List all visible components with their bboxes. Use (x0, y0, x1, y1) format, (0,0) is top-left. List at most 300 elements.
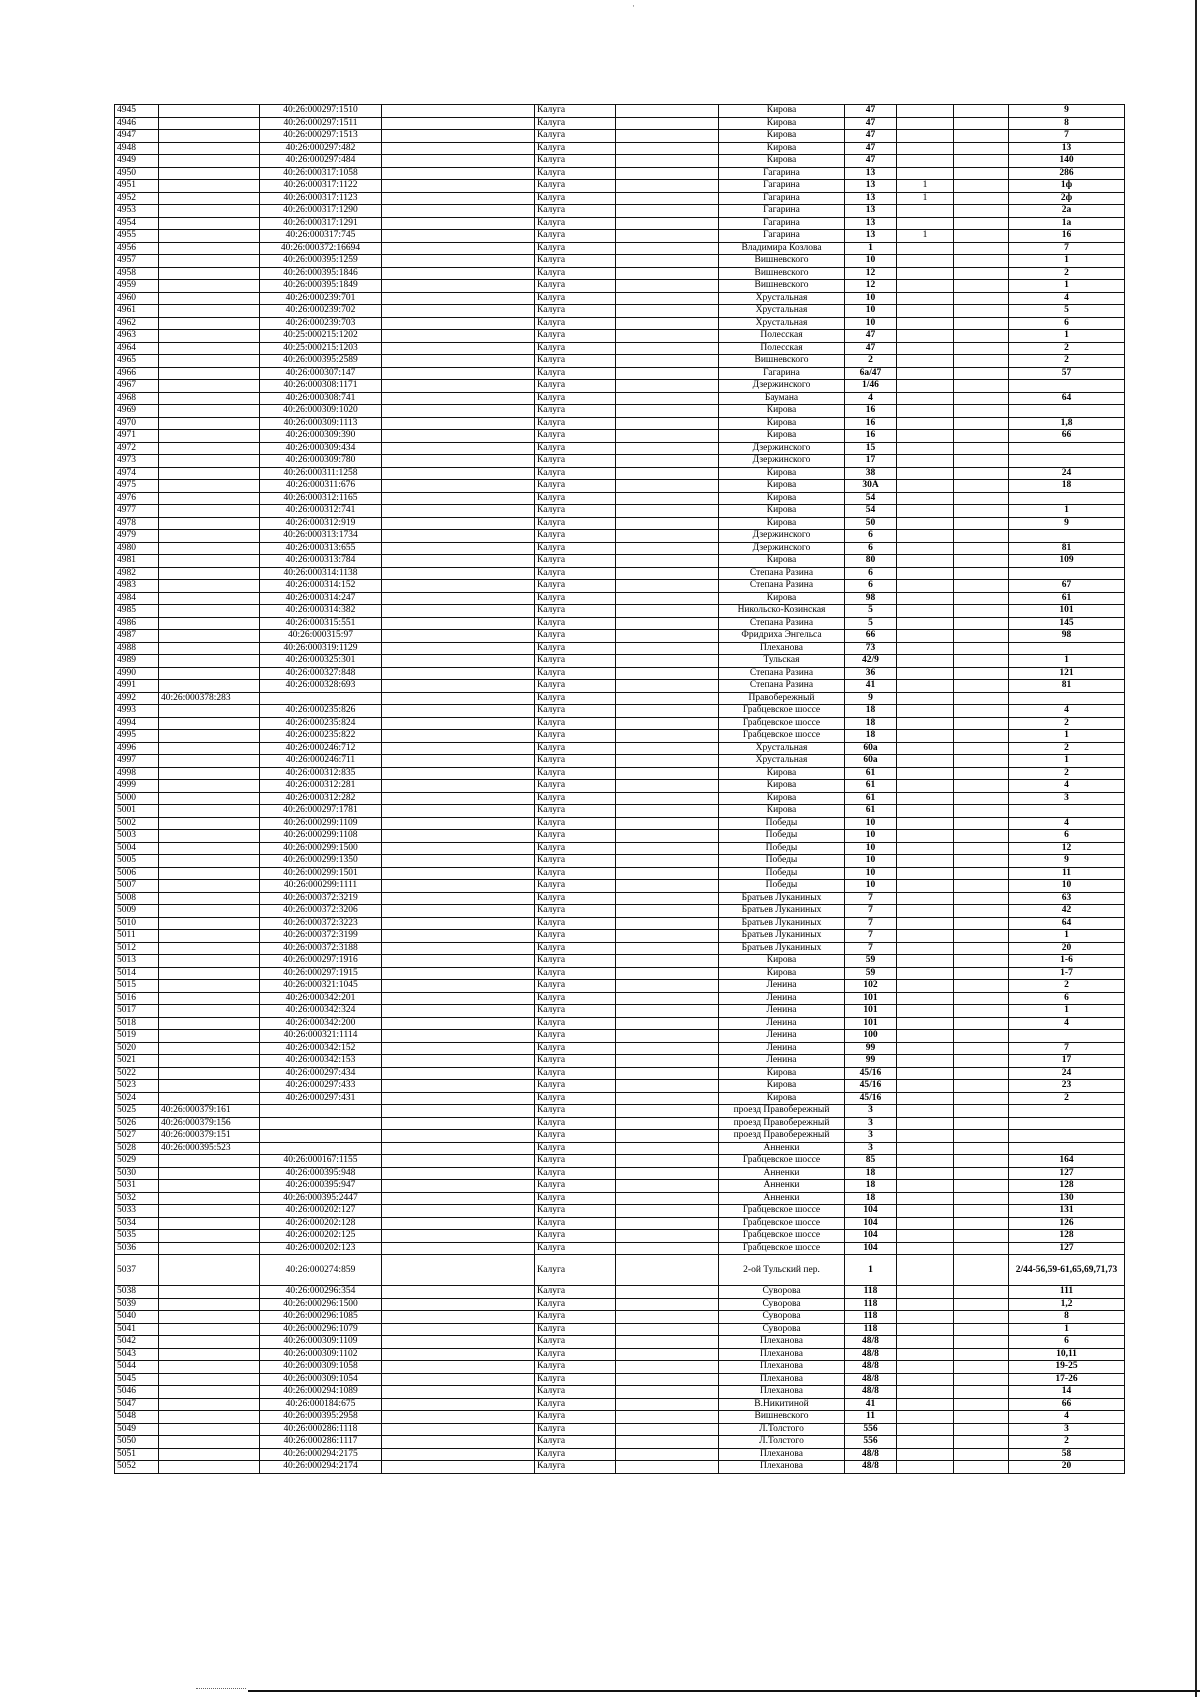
house-number-cell: 47 (845, 130, 897, 143)
cadastral-number-land (159, 1180, 260, 1193)
city-cell: Калуга (535, 1448, 616, 1461)
blank-cell (382, 680, 535, 693)
city-cell: Калуга (535, 430, 616, 443)
table-row (115, 1180, 1125, 1193)
cadastral-number-land (159, 430, 260, 443)
cadastral-number-land (159, 930, 260, 943)
blank-cell (954, 1448, 1009, 1461)
apartment-cell: 1 (1009, 505, 1125, 518)
street-cell: Вишневского (719, 355, 845, 368)
house-number-cell: 99 (845, 1042, 897, 1055)
building-cell (897, 1298, 954, 1311)
row-number: 4989 (115, 655, 159, 668)
house-number-cell: 47 (845, 155, 897, 168)
apartment-cell: 2ф (1009, 192, 1125, 205)
table-row (115, 230, 1125, 243)
cadastral-number-land (159, 255, 260, 268)
cadastral-number: 40:26:000311:1258 (260, 467, 382, 480)
building-cell (897, 1055, 954, 1068)
blank-cell (382, 1298, 535, 1311)
house-number-cell: 85 (845, 1155, 897, 1168)
blank-cell (954, 492, 1009, 505)
row-number: 5001 (115, 805, 159, 818)
blank-cell (954, 1030, 1009, 1043)
city-cell: Калуга (535, 1242, 616, 1255)
table-row (115, 1155, 1125, 1168)
row-number: 5034 (115, 1217, 159, 1230)
row-number: 4987 (115, 630, 159, 643)
blank-cell (382, 1323, 535, 1336)
table-row (115, 1311, 1125, 1324)
blank-cell (954, 642, 1009, 655)
blank-cell (616, 892, 719, 905)
cadastral-number: 40:26:000299:1501 (260, 867, 382, 880)
building-cell (897, 242, 954, 255)
street-cell: Кирова (719, 805, 845, 818)
blank-cell (954, 405, 1009, 418)
table-row (115, 492, 1125, 505)
street-cell: Кирова (719, 155, 845, 168)
blank-cell (382, 555, 535, 568)
cadastral-number: 40:26:000321:1114 (260, 1030, 382, 1043)
blank-cell (382, 1205, 535, 1218)
table-row (115, 1436, 1125, 1449)
apartment-cell: 1 (1009, 1323, 1125, 1336)
blank-cell (954, 692, 1009, 705)
city-cell: Калуга (535, 1386, 616, 1399)
row-number: 5042 (115, 1336, 159, 1349)
city-cell: Калуга (535, 1436, 616, 1449)
cadastral-number-land (159, 1298, 260, 1311)
house-number-cell: 48/8 (845, 1361, 897, 1374)
apartment-cell: 1 (1009, 930, 1125, 943)
apartment-cell (1009, 1130, 1125, 1143)
street-cell: проезд Правобережный (719, 1130, 845, 1143)
building-cell (897, 380, 954, 393)
cadastral-number-land (159, 742, 260, 755)
house-number-cell: 17 (845, 455, 897, 468)
table-row (115, 142, 1125, 155)
table-row (115, 467, 1125, 480)
building-cell (897, 1130, 954, 1143)
blank-cell (382, 592, 535, 605)
street-cell: Анненки (719, 1192, 845, 1205)
cadastral-number: 40:26:000297:1513 (260, 130, 382, 143)
cadastral-number-land (159, 880, 260, 893)
city-cell: Калуга (535, 1398, 616, 1411)
blank-cell (616, 567, 719, 580)
row-number: 5039 (115, 1298, 159, 1311)
cadastral-number-land (159, 455, 260, 468)
street-cell: Хрустальная (719, 755, 845, 768)
row-number: 5011 (115, 930, 159, 943)
blank-cell (382, 942, 535, 955)
scan-dotted-rule (196, 1688, 246, 1689)
blank-cell (954, 817, 1009, 830)
blank-cell (382, 880, 535, 893)
blank-cell (382, 1105, 535, 1118)
cadastral-number-land (159, 180, 260, 193)
city-cell: Калуга (535, 842, 616, 855)
city-cell: Калуга (535, 1180, 616, 1193)
cadastral-number-land (159, 105, 260, 118)
cadastral-number-land (159, 655, 260, 668)
house-number-cell: 9 (845, 692, 897, 705)
row-number: 4996 (115, 742, 159, 755)
city-cell: Калуга (535, 792, 616, 805)
apartment-cell: 66 (1009, 430, 1125, 443)
blank-cell (616, 367, 719, 380)
building-cell (897, 1361, 954, 1374)
apartment-cell: 9 (1009, 517, 1125, 530)
blank-cell (616, 1080, 719, 1093)
house-number-cell: 100 (845, 1030, 897, 1043)
row-number: 4976 (115, 492, 159, 505)
building-cell (897, 830, 954, 843)
apartment-cell: 18 (1009, 480, 1125, 493)
cadastral-number: 40:26:000313:1734 (260, 530, 382, 543)
city-cell: Калуга (535, 442, 616, 455)
city-cell: Калуга (535, 1030, 616, 1043)
blank-cell (954, 1217, 1009, 1230)
house-number-cell: 5 (845, 605, 897, 618)
house-number-cell: 48/8 (845, 1373, 897, 1386)
house-number-cell: 38 (845, 467, 897, 480)
blank-cell (382, 480, 535, 493)
building-cell (897, 1230, 954, 1243)
house-number-cell: 101 (845, 992, 897, 1005)
building-cell (897, 605, 954, 618)
cadastral-number-land (159, 642, 260, 655)
blank-cell (954, 280, 1009, 293)
city-cell: Калуга (535, 330, 616, 343)
blank-cell (954, 1155, 1009, 1168)
street-cell: Гагарина (719, 367, 845, 380)
blank-cell (616, 117, 719, 130)
cadastral-number-land (159, 1323, 260, 1336)
table-row (115, 367, 1125, 380)
blank-cell (954, 317, 1009, 330)
table-row (115, 280, 1125, 293)
apartment-cell: 2 (1009, 742, 1125, 755)
blank-cell (954, 1055, 1009, 1068)
street-cell: Плеханова (719, 1448, 845, 1461)
house-number-cell: 7 (845, 930, 897, 943)
city-cell: Калуга (535, 680, 616, 693)
blank-cell (954, 480, 1009, 493)
blank-cell (616, 105, 719, 118)
blank-cell (954, 830, 1009, 843)
street-cell: Суворова (719, 1286, 845, 1299)
cadastral-number: 40:26:000342:200 (260, 1017, 382, 1030)
house-number-cell: 47 (845, 330, 897, 343)
blank-cell (382, 817, 535, 830)
city-cell: Калуга (535, 242, 616, 255)
blank-cell (382, 605, 535, 618)
scan-bottom-rule (248, 1690, 1200, 1692)
blank-cell (382, 142, 535, 155)
blank-cell (382, 792, 535, 805)
cadastral-number-land (159, 955, 260, 968)
cadastral-number-land (159, 1067, 260, 1080)
apartment-cell: 16 (1009, 230, 1125, 243)
street-cell: Ленина (719, 1042, 845, 1055)
street-cell: Кирова (719, 955, 845, 968)
house-number-cell: 18 (845, 1180, 897, 1193)
blank-cell (382, 805, 535, 818)
cadastral-number-land (159, 767, 260, 780)
cadastral-number-land (159, 1230, 260, 1243)
blank-cell (382, 1080, 535, 1093)
building-cell (897, 117, 954, 130)
house-number-cell: 61 (845, 805, 897, 818)
cadastral-number-land (159, 792, 260, 805)
building-cell (897, 317, 954, 330)
house-number-cell: 73 (845, 642, 897, 655)
row-number: 5037 (115, 1255, 159, 1286)
blank-cell (954, 155, 1009, 168)
table-row (115, 1230, 1125, 1243)
row-number: 5044 (115, 1361, 159, 1374)
blank-cell (616, 292, 719, 305)
cadastral-number: 40:26:000246:711 (260, 755, 382, 768)
city-cell: Калуга (535, 380, 616, 393)
street-cell: Плеханова (719, 1336, 845, 1349)
cadastral-number-land (159, 680, 260, 693)
cadastral-number: 40:26:000317:1058 (260, 167, 382, 180)
blank-cell (382, 1386, 535, 1399)
row-number: 5028 (115, 1142, 159, 1155)
city-cell: Калуга (535, 755, 616, 768)
blank-cell (382, 955, 535, 968)
blank-cell (382, 342, 535, 355)
cadastral-number-land (159, 192, 260, 205)
street-cell: Вишневского (719, 255, 845, 268)
cadastral-number: 40:26:000299:1350 (260, 855, 382, 868)
street-cell: Гагарина (719, 217, 845, 230)
cadastral-number-land (159, 1005, 260, 1018)
cadastral-number: 40:26:000296:1085 (260, 1311, 382, 1324)
blank-cell (382, 1311, 535, 1324)
cadastral-number: 40:26:000297:1781 (260, 805, 382, 818)
blank-cell (954, 605, 1009, 618)
blank-cell (382, 542, 535, 555)
building-cell (897, 455, 954, 468)
blank-cell (616, 1217, 719, 1230)
blank-cell (382, 430, 535, 443)
city-cell: Калуга (535, 1117, 616, 1130)
building-cell (897, 992, 954, 1005)
blank-cell (954, 530, 1009, 543)
street-cell: Степана Разина (719, 667, 845, 680)
cadastral-number-land (159, 542, 260, 555)
cadastral-number: 40:26:000296:1500 (260, 1298, 382, 1311)
building-cell (897, 1205, 954, 1218)
blank-cell (616, 492, 719, 505)
blank-cell (616, 1167, 719, 1180)
building-cell (897, 1030, 954, 1043)
apartment-cell: 6 (1009, 830, 1125, 843)
street-cell: Плеханова (719, 642, 845, 655)
house-number-cell: 118 (845, 1323, 897, 1336)
cadastral-number: 40:26:000312:282 (260, 792, 382, 805)
table-row (115, 1142, 1125, 1155)
house-number-cell: 1 (845, 242, 897, 255)
table-row (115, 1361, 1125, 1374)
table-row (115, 980, 1125, 993)
cadastral-number: 40:26:000308:741 (260, 392, 382, 405)
city-cell: Калуга (535, 305, 616, 318)
blank-cell (616, 1255, 719, 1286)
street-cell: Ленина (719, 1005, 845, 1018)
blank-cell (954, 1167, 1009, 1180)
table-row (115, 130, 1125, 143)
cadastral-number-land (159, 505, 260, 518)
row-number: 5047 (115, 1398, 159, 1411)
blank-cell (616, 642, 719, 655)
house-number-cell: 48/8 (845, 1386, 897, 1399)
city-cell: Калуга (535, 517, 616, 530)
row-number: 4977 (115, 505, 159, 518)
blank-cell (382, 842, 535, 855)
blank-cell (954, 117, 1009, 130)
blank-cell (954, 1042, 1009, 1055)
house-number-cell: 6 (845, 542, 897, 555)
blank-cell (954, 1205, 1009, 1218)
cadastral-number: 40:26:000395:1849 (260, 280, 382, 293)
cadastral-number-land: 40:26:000379:151 (159, 1130, 260, 1143)
blank-cell (616, 905, 719, 918)
blank-cell (616, 1411, 719, 1424)
house-number-cell: 1/46 (845, 380, 897, 393)
street-cell: В.Никитиной (719, 1398, 845, 1411)
table-row (115, 730, 1125, 743)
house-number-cell: 13 (845, 205, 897, 218)
row-number: 4958 (115, 267, 159, 280)
city-cell: Калуга (535, 605, 616, 618)
cadastral-number: 40:26:000372:3206 (260, 905, 382, 918)
city-cell: Калуга (535, 1217, 616, 1230)
building-cell (897, 1105, 954, 1118)
table-row (115, 992, 1125, 1005)
blank-cell (616, 442, 719, 455)
blank-cell (616, 1030, 719, 1043)
table-row (115, 1411, 1125, 1424)
apartment-cell: 1,8 (1009, 417, 1125, 430)
cadastral-number-land (159, 155, 260, 168)
row-number: 4995 (115, 730, 159, 743)
cadastral-number: 40:26:000239:701 (260, 292, 382, 305)
city-cell: Калуга (535, 480, 616, 493)
street-cell: Победы (719, 880, 845, 893)
blank-cell (954, 217, 1009, 230)
city-cell: Калуга (535, 392, 616, 405)
blank-cell (954, 392, 1009, 405)
apartment-cell: 131 (1009, 1205, 1125, 1218)
cadastral-number: 40:26:000372:3199 (260, 930, 382, 943)
blank-cell (382, 192, 535, 205)
table-row (115, 742, 1125, 755)
cadastral-number: 40:26:000309:390 (260, 430, 382, 443)
city-cell: Калуга (535, 867, 616, 880)
city-cell: Калуга (535, 1311, 616, 1324)
apartment-cell: 130 (1009, 1192, 1125, 1205)
cadastral-number: 40:26:000239:702 (260, 305, 382, 318)
blank-cell (382, 1423, 535, 1436)
street-cell: Кирова (719, 505, 845, 518)
table-row (115, 617, 1125, 630)
row-number: 4974 (115, 467, 159, 480)
city-cell: Калуга (535, 992, 616, 1005)
blank-cell (616, 705, 719, 718)
cadastral-number: 40:26:000202:128 (260, 1217, 382, 1230)
cadastral-number-land (159, 380, 260, 393)
city-cell: Калуга (535, 455, 616, 468)
blank-cell (616, 1180, 719, 1193)
blank-cell (616, 1205, 719, 1218)
street-cell: Грабцевское шоссе (719, 1217, 845, 1230)
row-number: 5019 (115, 1030, 159, 1043)
cadastral-number: 40:26:000319:1129 (260, 642, 382, 655)
cadastral-number-land (159, 805, 260, 818)
street-cell: Братьев Луканиных (719, 942, 845, 955)
table-row (115, 155, 1125, 168)
city-cell: Калуга (535, 1080, 616, 1093)
house-number-cell: 10 (845, 292, 897, 305)
table-row (115, 205, 1125, 218)
blank-cell (616, 330, 719, 343)
apartment-cell: 10,11 (1009, 1348, 1125, 1361)
blank-cell (954, 930, 1009, 943)
table-row (115, 1130, 1125, 1143)
table-row (115, 955, 1125, 968)
street-cell: Гагарина (719, 192, 845, 205)
apartment-cell: 7 (1009, 130, 1125, 143)
blank-cell (616, 142, 719, 155)
table-row (115, 117, 1125, 130)
table-row (115, 817, 1125, 830)
city-cell: Калуга (535, 1092, 616, 1105)
blank-cell (616, 530, 719, 543)
cadastral-number: 40:26:000314:247 (260, 592, 382, 605)
blank-cell (382, 130, 535, 143)
blank-cell (616, 217, 719, 230)
table-row (115, 1242, 1125, 1255)
cadastral-number-land (159, 992, 260, 1005)
house-number-cell: 45/16 (845, 1080, 897, 1093)
blank-cell (616, 430, 719, 443)
house-number-cell: 104 (845, 1217, 897, 1230)
table-row (115, 1067, 1125, 1080)
table-row (115, 1192, 1125, 1205)
blank-cell (954, 980, 1009, 993)
street-cell: Полесская (719, 342, 845, 355)
blank-cell (382, 280, 535, 293)
city-cell: Калуга (535, 805, 616, 818)
row-number: 4967 (115, 380, 159, 393)
building-cell: 1 (897, 192, 954, 205)
blank-cell (382, 355, 535, 368)
blank-cell (616, 505, 719, 518)
city-cell: Калуга (535, 367, 616, 380)
city-cell: Калуга (535, 980, 616, 993)
cadastral-number: 40:26:000246:712 (260, 742, 382, 755)
street-cell: Хрустальная (719, 742, 845, 755)
blank-cell (616, 617, 719, 630)
street-cell: Плеханова (719, 1461, 845, 1474)
city-cell: Калуга (535, 1005, 616, 1018)
row-number: 5025 (115, 1105, 159, 1118)
